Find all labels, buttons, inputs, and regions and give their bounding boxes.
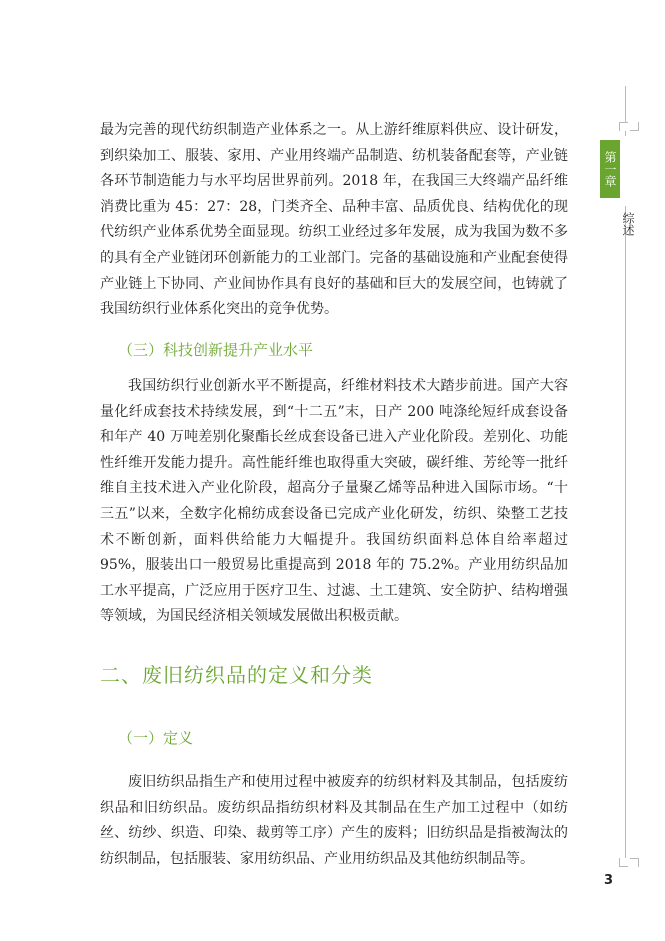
side-rule <box>625 206 626 866</box>
subheading-definition: （一）定义 <box>118 729 194 747</box>
subheading-tech-innovation: （三）科技创新提升产业水平 <box>118 341 314 359</box>
corner-ornament-bottom-left <box>619 858 628 867</box>
corner-ornament-bottom-right <box>630 858 639 867</box>
paragraph-definition: 废旧纺织品指生产和使用过程中被废弃的纺织材料及其制品，包括废纺织品和旧纺织品。废纺织品指纺织材料及其制品在生产加工过程中（如纺丝、纺纱、织造、印染、裁剪等工序）产生的废料；旧纺织品是指被淘汰的纺织制品，包括服装、家用纺织品、产业用纺织品及其他纺织制品等。 <box>100 774 568 867</box>
chapter-tab-label: 第一章 <box>603 151 617 187</box>
chapter-title: 综述 <box>621 212 635 236</box>
page-number: 3 <box>604 873 614 888</box>
paragraph-industry-system: 最为完善的现代纺织制造产业体系之一。从上游纤维原料供应、设计研发，到织染加工、服装、家用、产业用终端产品制造、纺机装备配套等，产业链各环节制造能力与水平均居世界前列。2018 年，在我国三大终端产品纤维消费比重为 45：27：28，门类齐全、品种丰富、品质优良、结构优化的现代纺织产业体系优势全面显现。纺织工业经过多年发展，成为我国为数不多的具有全产业链闭环创新能力的工业部门。完备的基础设施和产业配套使得产业链上下协同、产业间协作具有良好的基础和巨大的发展空间，也铸就了我国纺织行业体系化突出的竞争优势。 <box>100 122 568 318</box>
chapter-tab <box>600 140 620 198</box>
section-heading-waste-textiles: 二、废旧纺织品的定义和分类 <box>100 663 373 687</box>
corner-ornament-top-left <box>619 122 628 131</box>
corner-ornament-top-right <box>630 122 639 131</box>
paragraph-tech-innovation: 我国纺织行业创新水平不断提高，纤维材料技术大踏步前进。国产大容量化纤成套技术持续发展，到“十二五”末，日产 200 吨涤纶短纤成套设备和年产 40 万吨差别化聚酯长丝成套设备已进入产业化阶段。差别化、功能性纤维开发能力提升。高性能纤维也取得重大突破，碳纤维、芳纶等一批纤维自主技术进入产业化阶段，超高分子量聚乙烯等品种进入国际市场。“十三五”以来，全数字化棉纺成套设备已完成产业化研发，纺织、染整工艺技术不断创新，面料供给能力大幅提升。我国纺织面料总体自给率超过 95%，服装出口一般贸易比重提高到 2018 年的 75.2%。产业用纺织品加工水平提高，广泛应用于医疗卫生、过滤、土工建筑、安全防护、结构增强等领域，为国民经济相关领域发展做出积极贡献。 <box>100 378 568 625</box>
